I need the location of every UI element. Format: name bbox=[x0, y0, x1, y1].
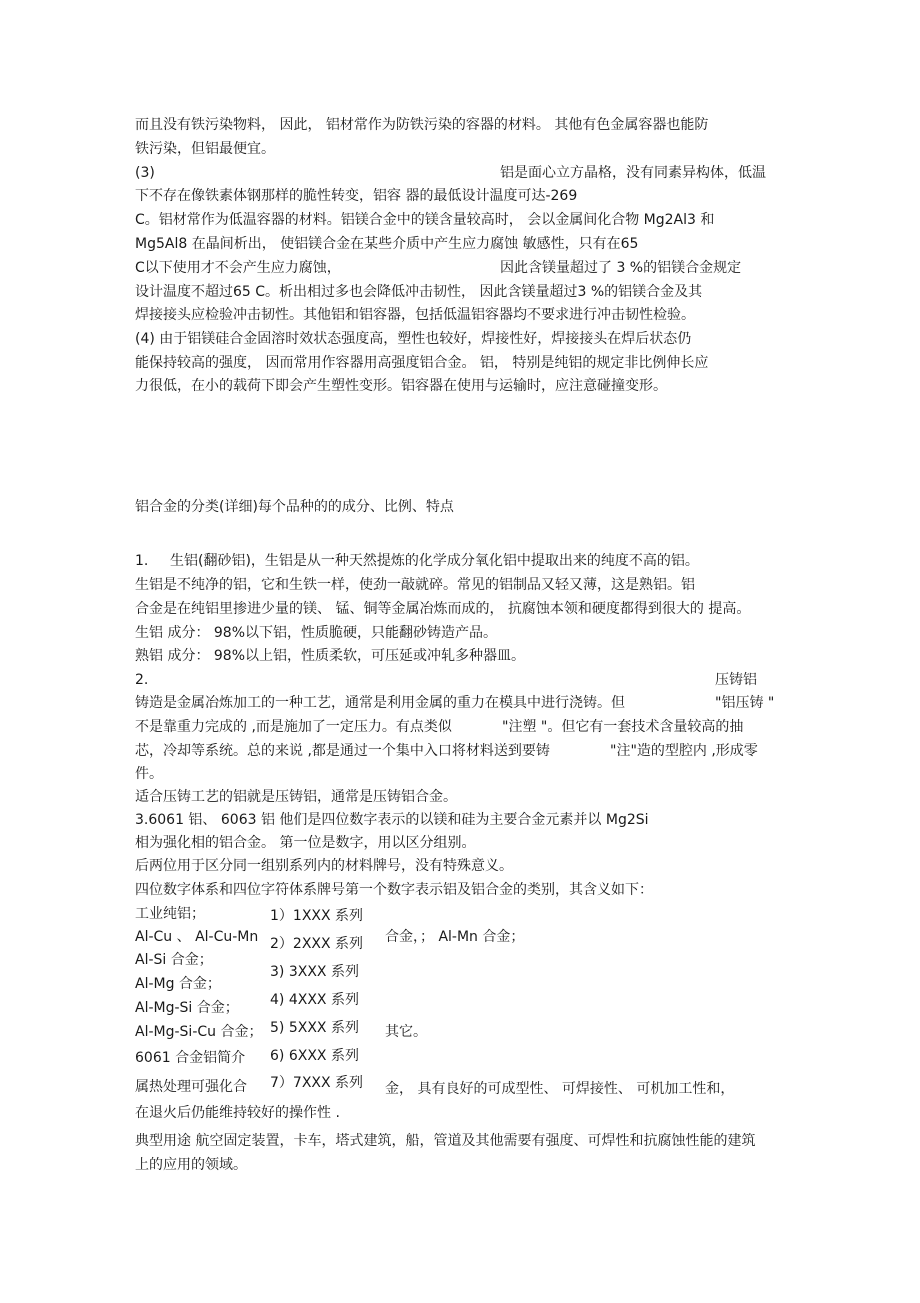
paragraph-line: 在退火后仍能维持较好的操作性 . bbox=[135, 1105, 340, 1121]
section-heading: 铝合金的分类(详细)每个品种的的成分、比例、特点 bbox=[135, 499, 454, 515]
paragraph-line: 相为强化相的铝合金。 第一位是数字，用以区分组别。 bbox=[135, 835, 476, 851]
paragraph-line: 因此含镁量超过了 3 %的铝镁合金规定 bbox=[500, 260, 742, 276]
paragraph-line: 生铝 成分： 98%以下铝，性质脆硬，只能翻砂铸造产品。 bbox=[135, 625, 498, 641]
table-right-cell: 合金，； Al-Mn 合金； bbox=[385, 929, 525, 945]
table-left-cell: Al-Mg-Si 合金； bbox=[135, 1000, 239, 1016]
paragraph-line: 芯，冷却等系统。总的来说 ,都是通过一个集中入口将材料送到要铸 bbox=[135, 743, 550, 759]
paragraph-line: 铝是面心立方晶格，没有同素异构体，低温 bbox=[500, 165, 766, 181]
paragraph-line: 上的应用的领域。 bbox=[135, 1157, 247, 1173]
paragraph-line: 而且没有铁污染物料， 因此， 铝材常作为防铁污染的容器的材料。 其他有色金属容器也能防 bbox=[135, 117, 709, 133]
paragraph-line: (4) 由于铝镁硅合金固溶时效状态强度高，塑性也较好，焊接性好，焊接接头在焊后状态仍 bbox=[135, 331, 692, 347]
paragraph-line: 下不存在像铁素体钢那样的脆性转变，铝容 器的最低设计温度可达-269 bbox=[135, 188, 578, 204]
paragraph-line: C。铝材常作为低温容器的材料。铝镁合金中的镁含量较高时， 会以金属间化合物 Mg2Al3 和 bbox=[135, 212, 715, 228]
table-right-cell: 金， 具有良好的可成型性、 可焊接性、 可机加工性和， bbox=[385, 1081, 735, 1097]
paragraph-line: "注"造的型腔内 ,形成零 bbox=[610, 743, 758, 759]
paragraph-line: 3.6061 铝、 6063 铝 他们是四位数字表示的以镁和硅为主要合金元素并以 Mg2Si bbox=[135, 812, 649, 828]
table-left-cell: Al-Si 合金； bbox=[135, 952, 213, 968]
table-series-cell: 7）7XXX 系列 bbox=[270, 1075, 364, 1091]
paragraph-line: 铁污染，但铝最便宜。 bbox=[135, 141, 275, 157]
paragraph-line: 生铝(翻砂铝)，生铝是从一种天然提炼的化学成分氧化铝中提取出来的纯度不高的铝。 bbox=[170, 553, 699, 569]
table-left-cell: 属热处理可强化合 bbox=[135, 1079, 247, 1095]
table-series-cell: 1）1XXX 系列 bbox=[270, 908, 364, 924]
table-series-cell: 3) 3XXX 系列 bbox=[270, 964, 359, 980]
table-left-cell: Al-Mg 合金； bbox=[135, 976, 221, 992]
paragraph-line: Mg5Al8 在晶间析出， 使铝镁合金在某些介质中产生应力腐蚀 敏感性，只有在65 bbox=[135, 236, 639, 252]
list-number: 2. bbox=[135, 672, 149, 688]
table-left-cell: Al-Cu 、 Al-Cu-Mn bbox=[135, 929, 259, 945]
paragraph-line: 力很低，在小的载荷下即会产生塑性变形。铝容器在使用与运输时，应注意碰撞变形。 bbox=[135, 378, 667, 394]
table-left-cell: Al-Mg-Si-Cu 合金； bbox=[135, 1024, 263, 1040]
paragraph-line: (3) bbox=[135, 165, 155, 181]
paragraph-line: "注塑 "。但它有一套技术含量较高的抽 bbox=[502, 719, 744, 735]
table-series-cell: 2）2XXX 系列 bbox=[270, 936, 364, 952]
table-series-cell: 5) 5XXX 系列 bbox=[270, 1020, 359, 1036]
table-right-cell: 其它。 bbox=[385, 1024, 427, 1040]
paragraph-line: 不是靠重力完成的 ,而是施加了一定压力。有点类似 bbox=[135, 719, 452, 735]
paragraph-line: C以下使用才不会产生应力腐蚀， bbox=[135, 260, 341, 276]
table-series-cell: 6) 6XXX 系列 bbox=[270, 1048, 359, 1064]
paragraph-line: 焊接接头应检验冲击韧性。其他铝和铝容器，包括低温铝容器均不要求进行冲击韧性检验。 bbox=[135, 307, 695, 323]
paragraph-line: "铝压铸 " bbox=[715, 695, 775, 711]
paragraph-line: 能保持较高的强度， 因而常用作容器用高强度铝合金。 铝， 特别是纯铝的规定非比例伸长应 bbox=[135, 355, 709, 371]
list-number: 1. bbox=[135, 553, 149, 569]
paragraph-line: 铸造是金属冶炼加工的一种工艺，通常是利用金属的重力在模具中进行浇铸。但 bbox=[135, 695, 625, 711]
paragraph-line: 四位数字体系和四位字符体系牌号第一个数字表示铝及铝合金的类别，其含义如下： bbox=[135, 882, 653, 898]
paragraph-line: 件。 bbox=[135, 766, 163, 782]
table-left-cell: 工业纯铝； bbox=[135, 906, 205, 922]
paragraph-line: 熟铝 成分： 98%以上铝，性质柔软，可压延或冲轧多种器皿。 bbox=[135, 648, 526, 664]
paragraph-line: 生铝是不纯净的铝，它和生铁一样，使劲一敲就碎。常见的铝制品又轻又薄，这是熟铝。铝 bbox=[135, 577, 695, 593]
table-series-cell: 4) 4XXX 系列 bbox=[270, 992, 359, 1008]
paragraph-line: 典型用途 航空固定装置，卡车，塔式建筑，船，管道及其他需要有强度、可焊性和抗腐蚀性能的建筑 bbox=[135, 1133, 756, 1149]
paragraph-line: 后两位用于区分同一组别系列内的材料牌号，没有特殊意义。 bbox=[135, 858, 513, 874]
paragraph-line: 设计温度不超过65 C。析出相过多也会降低冲击韧性， 因此含镁量超过3 %的铝镁合金及其 bbox=[135, 284, 703, 300]
table-left-cell: 6061 合金铝简介 bbox=[135, 1050, 246, 1066]
paragraph-line: 适合压铸工艺的铝就是压铸铝，通常是压铸铝合金。 bbox=[135, 789, 457, 805]
paragraph-line: 压铸铝 bbox=[715, 672, 757, 688]
paragraph-line: 合金是在纯铝里掺进少量的镁、 锰、铜等金属冶炼而成的， 抗腐蚀本领和硬度都得到很大的 提高。 bbox=[135, 601, 751, 617]
